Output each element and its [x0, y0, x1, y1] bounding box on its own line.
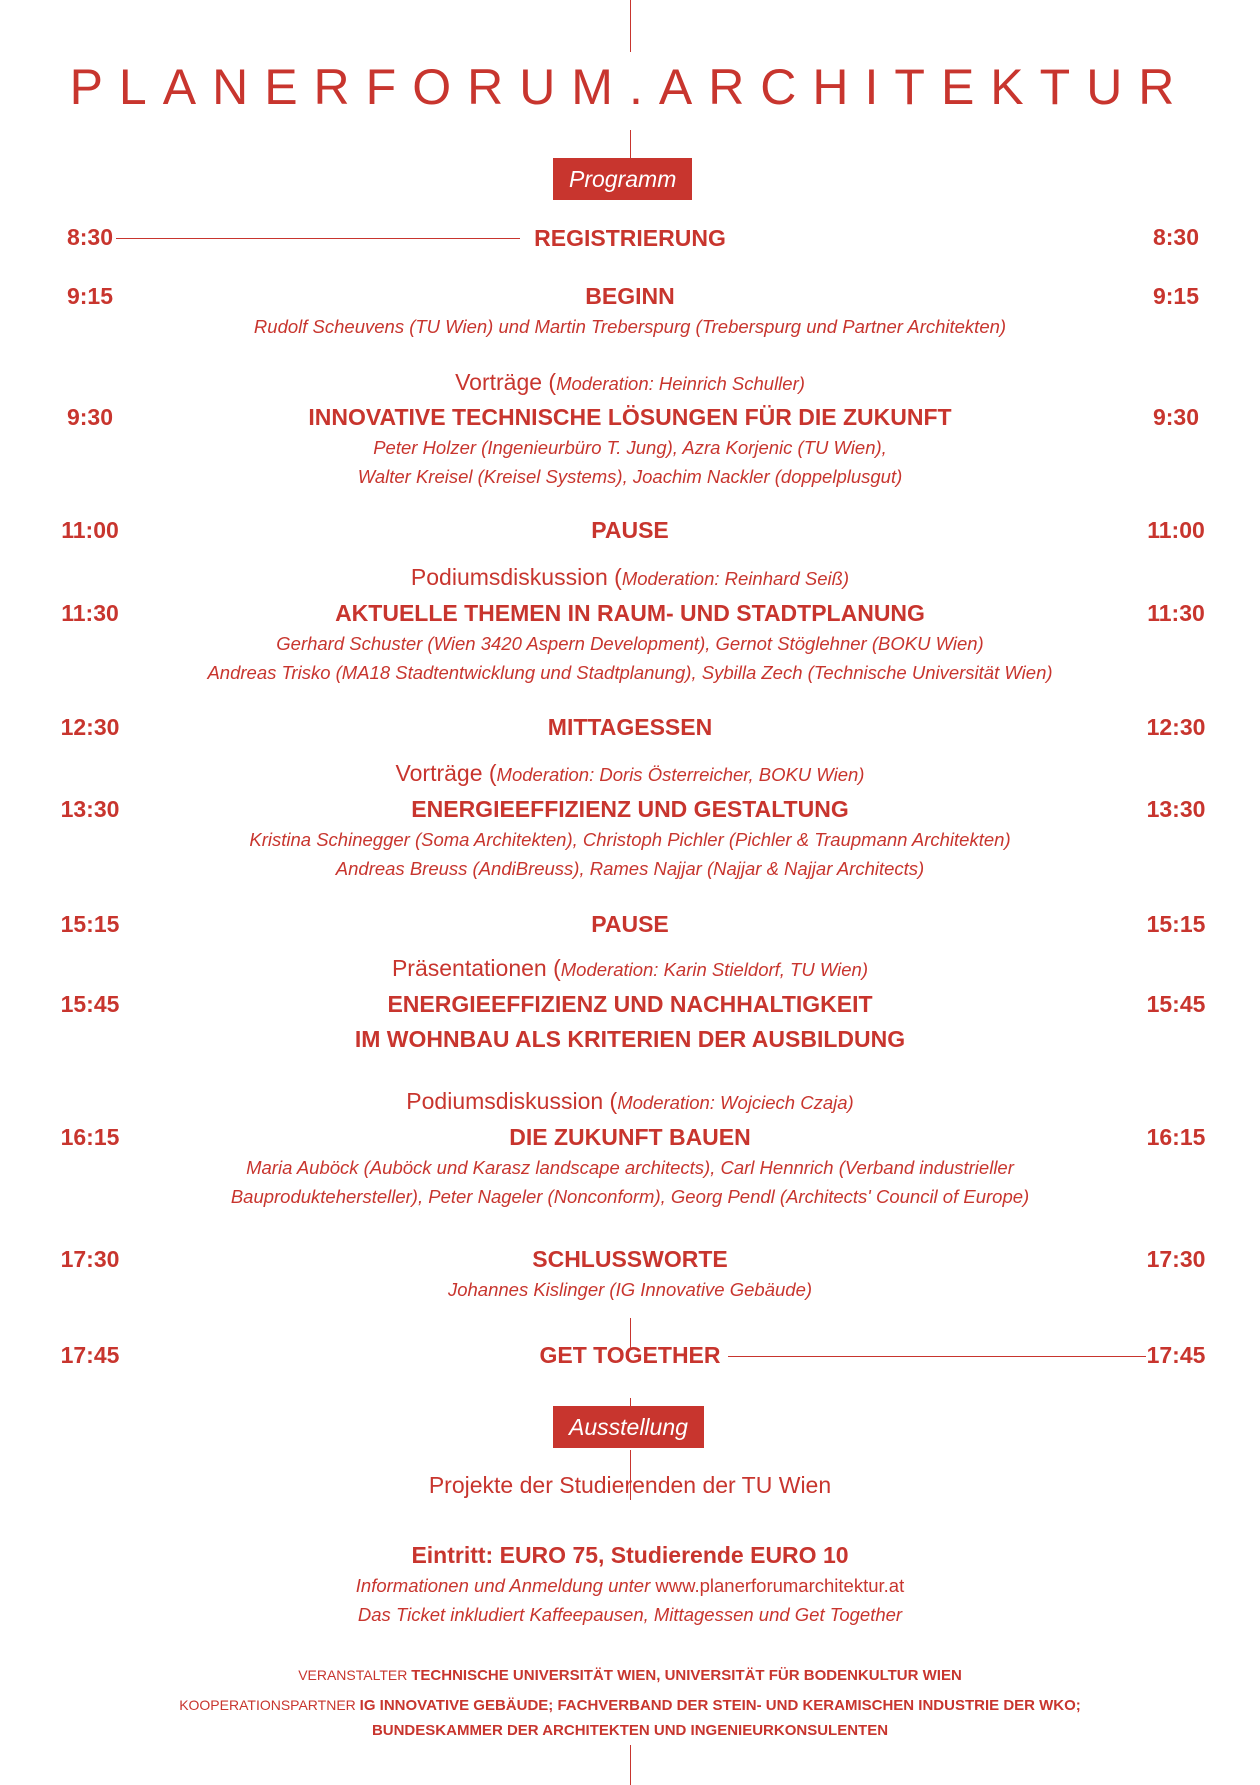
speaker-line: Gerhard Schuster (Wien 3420 Aspern Development), Gernot Stöglehner (BOKU Wien): [276, 633, 984, 654]
time-right: 15:45: [1146, 991, 1206, 1017]
exhibition-text: Projekte der Studierenden der TU Wien: [428, 1472, 832, 1498]
time-right: 11:00: [1147, 517, 1205, 543]
speaker-line: Andreas Trisko (MA18 Stadtentwicklung und Stadtplanung), Sybilla Zech (Technische Universität Wien): [207, 662, 1053, 683]
speaker-line: Rudolf Scheuvens (TU Wien) und Martin Treberspurg (Treberspurg und Partner Architekten): [253, 316, 1007, 337]
session-title: REGISTRIERUNG: [534, 225, 726, 251]
session-title: PAUSE: [591, 911, 669, 937]
organizer-line: VERANSTALTER TECHNISCHE UNIVERSITÄT WIEN, UNIVERSITÄT FÜR BODENKULTUR WIEN: [298, 1667, 962, 1684]
session-category: Podiumsdiskussion (Moderation: Reinhard Seiß): [410, 564, 850, 590]
session-title: DIE ZUKUNFT BAUEN: [509, 1124, 751, 1150]
time-left: 9:15: [66, 283, 114, 309]
partner-line-2: BUNDESKAMMER DER ARCHITEKTEN UND INGENIEURKONSULENTEN: [371, 1722, 889, 1739]
exhibition-badge: Ausstellung: [553, 1406, 704, 1448]
program-badge: Programm: [553, 158, 692, 200]
time-left: 17:45: [60, 1342, 120, 1368]
center-line-top: [630, 0, 631, 52]
ticket-line: Das Ticket inkludiert Kaffeepausen, Mittagessen und Get Together: [357, 1604, 903, 1625]
time-right: 17:30: [1146, 1246, 1206, 1272]
session-category: Vorträge (Moderation: Doris Österreicher, BOKU Wien): [395, 760, 865, 786]
info-line: Informationen und Anmeldung unter www.planerforumarchitektur.at: [355, 1575, 905, 1596]
time-right: 15:15: [1146, 911, 1206, 937]
time-left: 17:30: [60, 1246, 120, 1272]
admission-price: Eintritt: EURO 75, Studierende EURO 10: [411, 1542, 849, 1568]
time-right: 16:15: [1146, 1124, 1206, 1150]
speaker-line: Andreas Breuss (AndiBreuss), Rames Najjar (Najjar & Najjar Architects): [335, 858, 925, 879]
time-left: 15:15: [60, 911, 120, 937]
session-title: GET TOGETHER: [539, 1342, 721, 1368]
session-title: MITTAGESSEN: [547, 714, 713, 740]
session-category: Präsentationen (Moderation: Karin Stieldorf, TU Wien): [391, 955, 869, 981]
speaker-line: Walter Kreisel (Kreisel Systems), Joachim Nackler (doppelplusgut): [357, 466, 903, 487]
speaker-line: Bauproduktehersteller), Peter Nageler (Nonconform), Georg Pendl (Architects' Council of Europe): [230, 1186, 1030, 1207]
session-title: SCHLUSSWORTE: [532, 1246, 728, 1272]
time-left: 15:45: [60, 991, 120, 1017]
speaker-line: Maria Auböck (Auböck und Karasz landscape architects), Carl Hennrich (Verband industrieller: [246, 1157, 1014, 1178]
session-title: AKTUELLE THEMEN IN RAUM- UND STADTPLANUNG: [335, 600, 925, 626]
session-category: Vorträge (Moderation: Heinrich Schuller): [455, 369, 805, 395]
time-left: 11:30: [61, 600, 119, 626]
session-title: BEGINN: [585, 283, 675, 309]
time-left: 9:30: [66, 404, 114, 430]
time-left: 12:30: [60, 714, 120, 740]
time-right: 12:30: [1146, 714, 1206, 740]
time-right: 9:30: [1152, 404, 1200, 430]
session-title: ENERGIEEFFIZIENZ UND NACHHALTIGKEIT: [387, 991, 873, 1017]
partner-line: KOOPERATIONSPARTNER IG INNOVATIVE GEBÄUDE; FACHVERBAND DER STEIN- UND KERAMISCHEN INDUSTRIE DER WKO;: [179, 1697, 1081, 1714]
time-left: 16:15: [60, 1124, 120, 1150]
website-link[interactable]: www.planerforumarchitektur.at: [655, 1575, 905, 1596]
time-left: 13:30: [60, 796, 120, 822]
time-right: 9:15: [1152, 283, 1200, 309]
timeline-rule-right: [728, 1356, 1146, 1357]
time-right: 17:45: [1146, 1342, 1206, 1368]
time-left: 11:00: [61, 517, 119, 543]
speaker-line: Johannes Kislinger (IG Innovative Gebäude): [447, 1279, 813, 1300]
page-title: PLANERFORUM.ARCHITEKTUR: [69, 59, 1191, 115]
speaker-line: Peter Holzer (Ingenieurbüro T. Jung), Azra Korjenic (TU Wien),: [373, 437, 887, 458]
time-right: 11:30: [1147, 600, 1205, 626]
session-title: INNOVATIVE TECHNISCHE LÖSUNGEN FÜR DIE ZUKUNFT: [308, 404, 952, 430]
time-left: 8:30: [66, 224, 114, 250]
time-right: 8:30: [1152, 224, 1200, 250]
session-title: ENERGIEEFFIZIENZ UND GESTALTUNG: [411, 796, 849, 822]
center-line-bottom: [630, 1745, 631, 1785]
session-title-line2: IM WOHNBAU ALS KRITERIEN DER AUSBILDUNG: [354, 1026, 906, 1052]
time-right: 13:30: [1146, 796, 1206, 822]
session-category: Podiumsdiskussion (Moderation: Wojciech Czaja): [406, 1088, 854, 1114]
session-title: PAUSE: [591, 517, 669, 543]
speaker-line: Kristina Schinegger (Soma Architekten), Christoph Pichler (Pichler & Traupmann Architekten): [249, 829, 1011, 850]
